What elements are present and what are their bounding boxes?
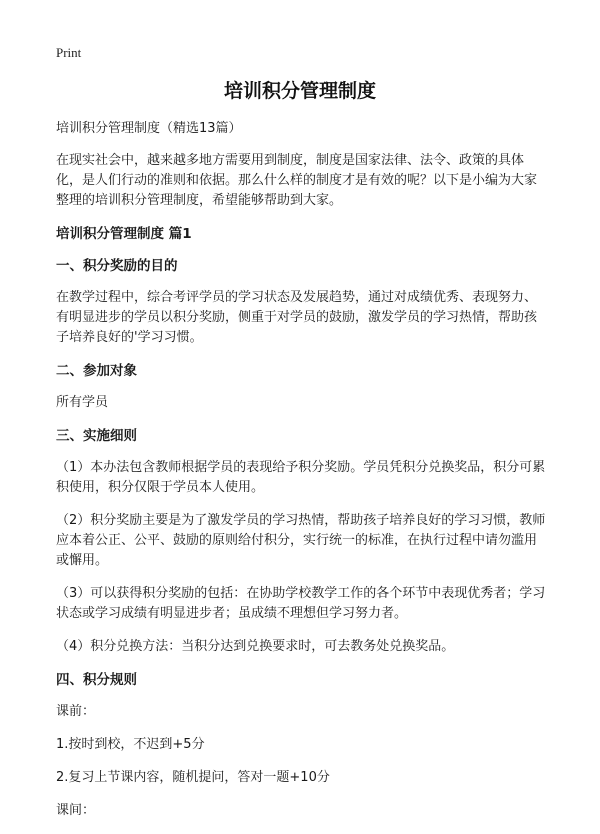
implementation-item: （3）可以获得积分奖励的包括：在协助学校教学工作的各个环节中表现优秀者；学习状态或学习成绩有明显进步者；虽成绩不理想但学习努力者。: [56, 586, 546, 621]
rules-line: 2.复习上节课内容，随机提问，答对一题+10分: [56, 770, 330, 785]
section-heading-purpose: 一、积分奖励的目的: [56, 258, 178, 274]
intro-paragraph: 在现实社会中，越来越多地方需要用到制度，制度是国家法律、法令、政策的具体化，是人们行动的准则和依据。那么什么样的制度才是有效的呢？以下是小编为大家整理的培训积分管理制度，希望能够帮助到大家。: [56, 153, 538, 208]
implementation-item: （1）本办法包含教师根据学员的表现给予积分奖励。学员凭积分兑换奖品，积分可累积使用，积分仅限于学员本人使用。: [56, 460, 546, 495]
page-title: 培训积分管理制度: [223, 80, 376, 102]
participants-paragraph: 所有学员: [56, 395, 109, 410]
rules-line: 课前：: [56, 704, 96, 719]
section-heading-implementation: 三、实施细则: [56, 428, 137, 444]
document-subtitle: 培训积分管理制度（精选13篇）: [56, 121, 242, 136]
rules-line: 1.按时到校，不迟到+5分: [56, 737, 205, 752]
section-heading-rules: 四、积分规则: [56, 672, 137, 688]
document-body: [56, 119, 548, 834]
rules-line: 课间：: [56, 803, 96, 818]
implementation-item: （2）积分奖励主要是为了激发学员的学习热情，帮助孩子培养良好的学习习惯，教师应本着公正、公平、鼓励的原则给付积分，实行统一的标准，在执行过程中请勿滥用或懈用。: [56, 513, 546, 568]
print-label[interactable]: Print: [56, 45, 82, 60]
article-heading: 培训积分管理制度 篇1: [56, 226, 192, 242]
purpose-paragraph: 在教学过程中，综合考评学员的学习状态及发展趋势，通过对成绩优秀、表现努力、有明显进步的学员以积分奖励，侧重于对学员的鼓励，激发学员的学习热情，帮助孩子培养良好的'学习习惯。: [56, 290, 538, 345]
section-heading-participants: 二、参加对象: [56, 363, 137, 379]
implementation-item: （4）积分兑换方法：当积分达到兑换要求时，可去教务处兑换奖品。: [56, 639, 455, 654]
